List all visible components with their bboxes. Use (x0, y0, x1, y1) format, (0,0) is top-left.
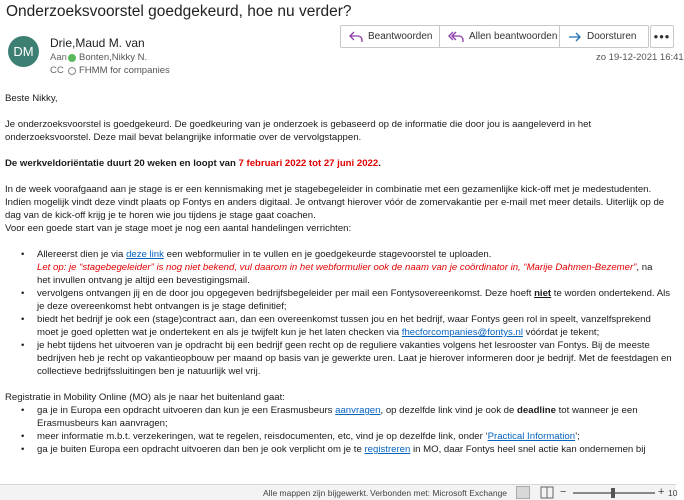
list-item: • je hebt tijdens het uitvoeren van je opdracht bij een bedrijf geen recht op de reguliere vakanties volgens het lesrooster van Fontys. Bij de meeste bedrijven heb je recht op vakantieopbouw per maand op basis van je gewerkte uren. Laat je hierover informeren door je bedrijf. Met de feestdagen en collectieve bedrijfssluitingen ben je natuurlijk wel vrij. (21, 339, 673, 378)
list-item (21, 443, 673, 456)
recipient-to[interactable]: Bonten,Nikky N. (79, 52, 148, 63)
list-item (21, 430, 673, 443)
item-text: ga je buiten Europa een opdracht uitvoeren dan ben je ook verplicht om je te (37, 444, 365, 455)
email-link[interactable]: fhecforcompanies@fontys.nl (401, 327, 523, 338)
forward-arrow-icon (568, 31, 582, 43)
to-label: Aan (50, 52, 67, 63)
item-text: Allereerst dien je via (37, 249, 127, 260)
presence-unknown-icon (68, 67, 76, 75)
paragraph-approval: Je onderzoeksvoorstel is goedgekeurd. De goedkeuring van je onderzoek is gebaseerd op de informatie die door jou is aangeleverd in het onderzoeksvoorstel. Deze mail bevat belangrijke informatie over de vervolgstappen. (5, 119, 592, 143)
item-text: , op dezelfde link vind je ook de (380, 405, 518, 416)
deadline-emphasis: deadline (517, 405, 556, 416)
paragraph-duration (5, 157, 673, 170)
cc-row (50, 65, 170, 76)
zoom-in-icon[interactable]: + (658, 486, 665, 498)
reply-label: Beantwoorden (368, 31, 433, 42)
duration-dates: 7 februari 2022 tot 27 juni 2022 (238, 158, 379, 169)
item-text: het invullen ontvang je altijd een bevestigingsmail. (37, 275, 250, 286)
to-row (50, 52, 147, 63)
reply-button[interactable] (341, 26, 440, 47)
greeting: Beste Nikky, (5, 93, 58, 104)
zoom-slider-handle[interactable] (611, 488, 615, 498)
mobility-list (21, 404, 673, 456)
zoom-out-icon[interactable]: − (560, 486, 567, 498)
reply-all-label: Allen beantwoorden (469, 31, 558, 42)
practical-info-link[interactable]: Practical Information (487, 431, 576, 442)
forward-label: Doorsturen (587, 31, 637, 42)
item-text: biedt het bedrijf je ook een (stage)contract aan, dan een overeenkomst tussen jou en het bedrijf, waar Fontys geen rol in speelt, vanzelfsprekend moet je goed opletten wat je ondertekent en als je twijfelt kun je het laten checken via (37, 314, 651, 338)
duration-text: De werkveldoriëntatie duurt 20 weken en loopt van (5, 158, 239, 169)
reply-icon (349, 31, 363, 43)
status-bar (0, 484, 676, 500)
item-text: tot wanneer je een Erasmusbeurs kan aanvragen; (37, 405, 638, 429)
paragraph-kickoff: In de week voorafgaand aan je stage is er een kennismaking met je stagebegeleider in combinatie met een gezamenlijke kick-off met je medestudenten. Indien mogelijk vindt deze vindt plaats op Fontys en anders digitaal. Je ontvangt hierover vóór de zomervakantie per e-mail met meer details. Uiterlijk op de dag van de kick-off krijg je te horen wie jou tijdens je stage gaat coachen. (5, 184, 665, 221)
warning-note: Let op: je “stagebegeleider” is nog niet bekend, vul daarom in het webformulier ook de naam van je coördinator in, “Marije Dahmen-Bezemer” (37, 262, 637, 273)
item-text: ga je in Europa een opdracht uitvoeren dan kun je een Erasmusbeurs (37, 405, 336, 416)
erasmus-link[interactable]: aanvragen (335, 405, 381, 416)
item-text: , na (636, 262, 653, 273)
paragraph-mobility: Registratie in Mobility Online (MO) als je naar het buitenland gaat: (5, 392, 285, 403)
list-item (21, 248, 673, 287)
email-subject: Onderzoeksvoorstel goedgekeurd, hoe nu verder? (6, 3, 352, 20)
folders-status: Alle mappen zijn bijgewerkt. (263, 488, 369, 498)
cc-label: CC (50, 65, 64, 76)
item-text: vervolgens ontvangen jij en de door jou opgegeven bedrijfsbegeleider per mail een Fontysovereenkomst. Deze hoeft (37, 288, 535, 299)
paragraph-actions-intro: Voor een goede start van je stage moet je nog een aantal handelingen verrichten: (5, 223, 352, 234)
sender-name[interactable]: Drie,Maud M. van (50, 36, 145, 50)
reply-all-icon (448, 31, 464, 43)
register-link[interactable]: registreren (364, 444, 411, 455)
sent-date: zo 19-12-2021 16:41 (596, 52, 684, 63)
reading-view-icon[interactable] (540, 486, 554, 499)
list-item (21, 313, 673, 339)
more-actions-button[interactable]: ••• (650, 25, 674, 48)
message-body (5, 92, 673, 456)
recipient-cc[interactable]: FHMM for companies (79, 65, 170, 76)
forward-button[interactable] (560, 26, 648, 47)
emphasis-not: niet (534, 288, 552, 299)
connection-status: Verbonden met: Microsoft Exchange (370, 488, 508, 498)
message-actions (340, 25, 649, 48)
list-item (21, 287, 673, 313)
list-item (21, 404, 673, 430)
reply-all-button[interactable] (440, 26, 560, 47)
item-text: in MO, daar Fontys heel snel actie kan ondernemen bij (410, 444, 646, 455)
avatar[interactable]: DM (8, 36, 39, 67)
duration-end: . (378, 158, 381, 169)
webform-link[interactable]: deze link (126, 249, 164, 260)
presence-available-icon (68, 54, 76, 62)
item-text: een webformulier in te vullen en je goedgekeurde stagevoorstel te uploaden. (163, 249, 492, 260)
item-text: meer informatie m.b.t. verzekeringen, wat te regelen, reisdocumenten, etc, vind je op dezelfde link, onder ‘ (37, 431, 488, 442)
item-text: vóórdat je tekent; (523, 327, 600, 338)
zoom-level[interactable]: 10 (668, 488, 678, 498)
action-list (21, 248, 673, 378)
item-text: te worden ondertekend. Als je deze overeenkomst hebt ontvangen is je stage definitief; (37, 288, 671, 312)
normal-view-icon[interactable] (516, 486, 530, 499)
item-text: ’; (575, 431, 580, 442)
